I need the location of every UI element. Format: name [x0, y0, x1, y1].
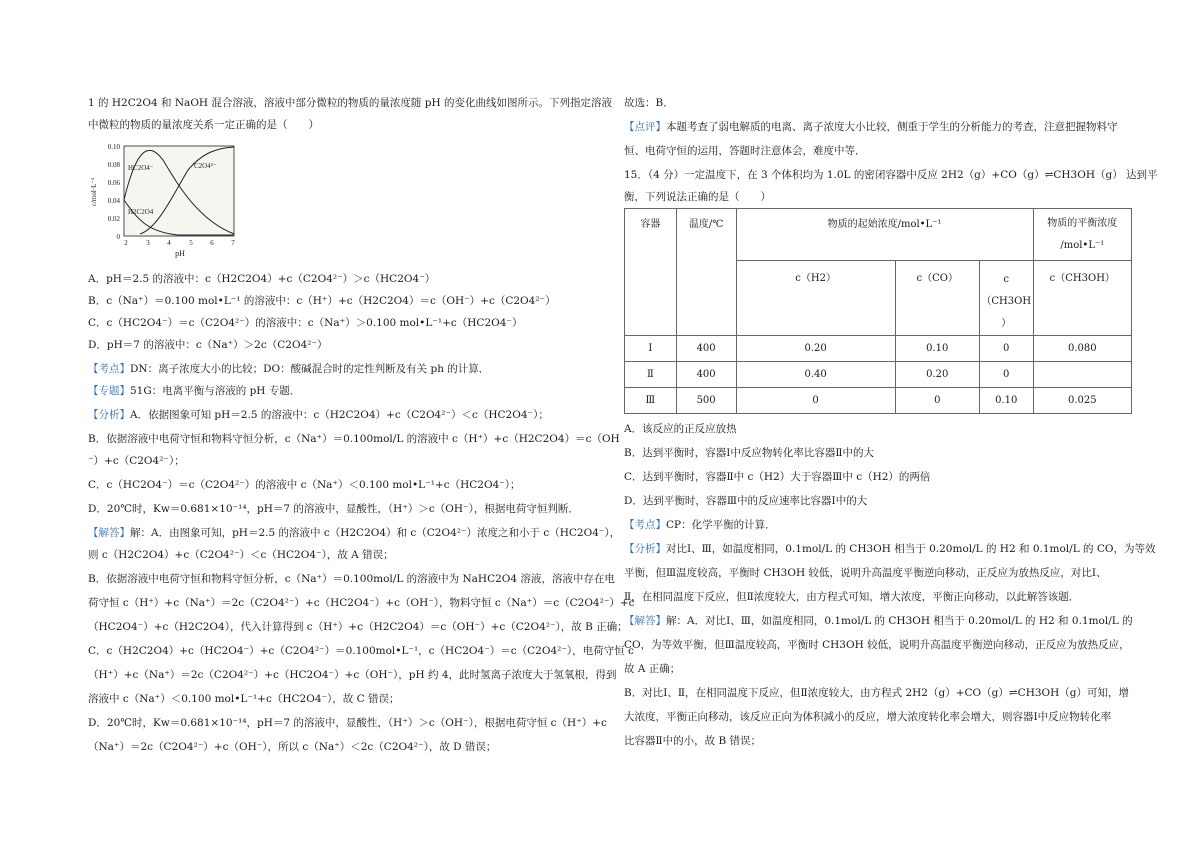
th-equil-1: 物质的平衡浓度: [1047, 217, 1118, 229]
jieda-text: 解：A．对比Ⅰ、Ⅲ，如温度相同，0.1mol/L 的 CH3OH 相当于 0.20mol/L 的 H2 和 0.1mol/L 的: [666, 615, 1133, 627]
cell-eq: 0.080: [1033, 336, 1131, 362]
table-row: [625, 362, 1132, 388]
jieda-tag: 【解答】: [624, 615, 666, 627]
th-h2: c（H2）: [736, 261, 895, 336]
y-tick: 0.06: [107, 179, 120, 187]
question-intro-line-1: 1 的 H2C2O4 和 NaOH 混合溶液，溶液中部分微粒的物质的量浓度随 pH 的变化曲线如图所示。下列指定溶液: [88, 97, 612, 109]
cell-eq: [1033, 362, 1131, 388]
x-axis-label: pH: [175, 249, 185, 258]
jieda-text: 解：A．由图象可知，pH＝2.5 的溶液中 c（H2C2O4）和 c（C2O4²⁻）浓度之和小于 c（HC2O4⁻），: [130, 527, 621, 539]
kaodian-line: [88, 362, 489, 376]
jieda-line-4: 荷守恒 c（H⁺）+c（Na⁺）＝2c（C2O4²⁻）+c（HC2O4⁻）+c（OH⁻），物料守恒 c（Na⁺）＝c（C2O4²⁻）+c: [88, 597, 635, 609]
cell-co: 0: [895, 388, 979, 414]
option-c: C．达到平衡时，容器Ⅱ中 c（H2）大于容器Ⅲ中 c（H2）的两倍: [624, 471, 931, 483]
jieda-line-3: B．依据溶液中电荷守恒和物料守恒分析，c（Na⁺）＝0.100mol/L 的溶液中为 NaHC2O4 溶液，溶液中存在电: [88, 573, 615, 585]
q15-line-1: 15．（4 分）一定温度下，在 3 个体积均为 1.0L 的密闭容器中反应 2H2（g）+CO（g）⇌CH3OH（g） 达到平: [624, 169, 1158, 181]
fenxi-text: 对比Ⅰ、Ⅲ，如温度相同，0.1mol/L 的 CH3OH 相当于 0.20mol/L 的 H2 和 0.1mol/L 的 CO，为等效: [666, 543, 1156, 555]
jieda-line-1: [88, 526, 620, 540]
jieda-line-8: 溶液中 c（Na⁺）＜0.100 mol•L⁻¹+c（HC2O4⁻），故 C 错误；: [88, 693, 400, 705]
zhuanti-tag: 【专题】: [88, 385, 130, 397]
jieda-tag: 【解答】: [88, 527, 130, 539]
jieda-line-7: （H⁺）+c（Na⁺）＝2c（C2O4²⁻）+c（HC2O4⁻）+c（OH⁻），pH 约 4，此时氢离子浓度大于氢氧根，得到: [88, 669, 617, 681]
option-a: A．pH＝2.5 的溶液中：c（H2C2O4）+c（C2O4²⁻）＞c（HC2O4⁻）: [88, 273, 436, 285]
th-ch3oh: [979, 261, 1033, 336]
cell-h2: 0.40: [736, 362, 895, 388]
fenxi-line-4: C．c（HC2O4⁻）＝c（C2O4²⁻）的溶液中 c（Na⁺）＜0.100 mol•L⁻¹+c（HC2O4⁻）；: [88, 479, 521, 491]
table-row: [625, 336, 1132, 362]
fenxi-line-1: [88, 408, 549, 422]
option-d: D．达到平衡时，容器Ⅲ中的反应速率比容器Ⅰ中的大: [624, 495, 868, 507]
jieda-line-2: CO，为等效平衡，但Ⅲ温度较高，平衡时 CH3OH 较低，说明升高温度平衡逆向移动，正反应为放热反应，: [624, 639, 1130, 651]
cell-temp: 400: [676, 362, 736, 388]
q15-line-2: 衡，下列说法正确的是（ ）: [624, 191, 771, 203]
jieda-line-3: 故 A 正确；: [624, 663, 681, 675]
cell-container: Ⅲ: [625, 388, 677, 414]
kaodian-text: DN：离子浓度大小的比较；DO：酸碱混合时的定性判断及有关 ph 的计算．: [130, 363, 490, 375]
kaodian-tag: 【考点】: [624, 519, 666, 531]
dianping-text: 本题考查了弱电解质的电离、离子浓度大小比较，侧重于学生的分析能力的考查，注意把握物料守: [666, 121, 1118, 133]
option-c: C．c（HC2O4⁻）＝c（C2O4²⁻）的溶液中：c（Na⁺）＞0.100 mol•L⁻¹+c（HC2O4⁻）: [88, 317, 523, 329]
dianping-line-2: 恒、电荷守恒的运用，答题时注意体会，难度中等．: [624, 145, 866, 157]
option-b: B．达到平衡时，容器Ⅰ中反应物转化率比容器Ⅱ中的大: [624, 447, 874, 459]
x-tick: 4: [167, 239, 171, 247]
question-intro-line-2: 中微粒的物质的量浓度关系一定正确的是（ ）: [88, 119, 319, 131]
cell-eq: 0.025: [1033, 388, 1131, 414]
jieda-line-4: B．对比Ⅰ、Ⅱ，在相同温度下反应，但Ⅱ浓度较大，由方程式 2H2（g）+CO（g）⇌CH3OH（g）可知，增: [624, 687, 1130, 699]
fenxi-line-3: ⁻）+c（C2O4²⁻）；: [88, 455, 185, 467]
kaodian-tag: 【考点】: [88, 363, 130, 375]
zhuanti-text: 51G：电离平衡与溶液的 pH 专题．: [130, 385, 301, 397]
fenxi-tag: 【分析】: [624, 543, 666, 555]
cell-ch3oh: 0.10: [979, 388, 1033, 414]
zhuanti-line: [88, 384, 300, 398]
th-initial: 物质的起始浓度/mol•L⁻¹: [736, 209, 1033, 261]
y-tick: 0.10: [107, 143, 120, 151]
fenxi-tag: 【分析】: [88, 409, 130, 421]
option-d: D．pH＝7 的溶液中：c（Na⁺）＞2c（C2O4²⁻）: [88, 339, 328, 351]
dianping-line-1: [624, 120, 1118, 134]
th-temp: 温度/℃: [676, 209, 736, 336]
th-eq-ch3oh: c（CH3OH）: [1033, 261, 1131, 336]
y-tick: 0.04: [107, 197, 120, 205]
th-co: c（CO）: [895, 261, 979, 336]
data-table: [624, 208, 1132, 414]
cell-container: Ⅱ: [625, 362, 677, 388]
cell-h2: 0.20: [736, 336, 895, 362]
concentration-ph-chart: [88, 140, 248, 262]
cell-temp: 500: [676, 388, 736, 414]
x-tick: 5: [189, 239, 193, 247]
th-ch3oh-1: c: [1003, 274, 1010, 285]
x-tick: 2: [124, 239, 128, 247]
jieda-line-6: C．c（H2C2O4）+c（HC2O4⁻）+c（C2O4²⁻）＝0.100mol•L⁻¹，c（HC2O4⁻）＝c（C2O4²⁻），电荷守恒 c: [88, 645, 634, 657]
option-b: B．c（Na⁺）＝0.100 mol•L⁻¹ 的溶液中：c（H⁺）+c（H2C2O4）＝c（OH⁻）+c（C2O4²⁻）: [88, 295, 556, 307]
c2o4-label: C2O4²⁻: [194, 162, 217, 170]
cell-temp: 400: [676, 336, 736, 362]
x-tick: 6: [210, 239, 214, 247]
cell-co: 0.20: [895, 362, 979, 388]
hc2o4-label: HC2O4⁻: [128, 164, 154, 172]
kaodian-text: CP：化学平衡的计算．: [666, 519, 776, 531]
fenxi-line-5: D．20℃时，Kw＝0.681×10⁻¹⁴，pH＝7 的溶液中，显酸性，（H⁺）＞c（OH⁻），根据电荷守恒判断．: [88, 503, 579, 515]
th-container: 容器: [625, 209, 677, 336]
cell-ch3oh: 0: [979, 336, 1033, 362]
th-equil-2: /mol•L⁻¹: [1060, 239, 1105, 251]
jieda-line-1: [624, 614, 1133, 628]
fenxi-line-1: [624, 542, 1155, 556]
fenxi-line-3: Ⅱ，在相同温度下反应，但Ⅱ浓度较大，由方程式可知，增大浓度，平衡正向移动，以此解答该题．: [624, 591, 1080, 603]
h2c2o4-label: H2C2O4: [128, 208, 154, 216]
jieda-line-2: 则 c（H2C2O4）+c（C2O4²⁻）＜c（HC2O4⁻），故 A 错误；: [88, 549, 394, 561]
x-tick: 3: [146, 239, 150, 247]
x-tick: 7: [231, 239, 235, 247]
cell-co: 0.10: [895, 336, 979, 362]
jieda-line-6: 比容器Ⅱ中的小，故 B 错误；: [624, 735, 762, 747]
jieda-line-5: 大浓度，平衡正向移动，该反应正向为体积减小的反应，增大浓度转化率会增大，则容器Ⅰ中反应物转化率: [624, 711, 1112, 723]
answer-line: 故选：B．: [624, 97, 674, 109]
y-tick: 0.02: [107, 215, 120, 223]
fenxi-line-2: B．依据溶液中电荷守恒和物料守恒分析，c（Na⁺）＝0.100mol/L 的溶液中 c（H⁺）+c（H2C2O4）＝c（OH: [88, 433, 620, 445]
cell-h2: 0: [736, 388, 895, 414]
table-row: [625, 388, 1132, 414]
y-tick: 0: [116, 233, 120, 241]
y-axis-label: c/mol·L⁻¹: [90, 177, 98, 207]
jieda-line-9: D．20℃时，Kw＝0.681×10⁻¹⁴，pH＝7 的溶液中，显酸性，（H⁺）＞c（OH⁻），根据电荷守恒 c（H⁺）+c: [88, 717, 607, 729]
dianping-tag: 【点评】: [624, 121, 666, 133]
cell-ch3oh: 0: [979, 362, 1033, 388]
kaodian-line: [624, 518, 776, 532]
cell-container: Ⅰ: [625, 336, 677, 362]
fenxi-text: A．依据图象可知 pH＝2.5 的溶液中：c（H2C2O4）+c（C2O4²⁻）＜c（HC2O4⁻）；: [130, 409, 549, 421]
th-equil: [1033, 209, 1131, 261]
option-a: A．该反应的正反应放热: [624, 423, 737, 435]
th-ch3oh-2: （CH3OH: [981, 296, 1032, 307]
th-ch3oh-3: ）: [1001, 318, 1012, 329]
jieda-line-10: （Na⁺）＝2c（C2O4²⁻）+c（OH⁻），所以 c（Na⁺）＜2c（C2O4²⁻），故 D 错误；: [88, 741, 497, 753]
jieda-line-5: （HC2O4⁻）+c（H2C2O4），代入计算得到 c（H⁺）+c（H2C2O4）＝c（OH⁻）+c（C2O4²⁻），故 B 正确；: [88, 621, 628, 633]
y-tick: 0.08: [107, 161, 120, 169]
fenxi-line-2: 平衡，但Ⅲ温度较高，平衡时 CH3OH 较低，说明升高温度平衡逆向移动，正反应为放热反应，对比Ⅰ、: [624, 567, 1107, 579]
